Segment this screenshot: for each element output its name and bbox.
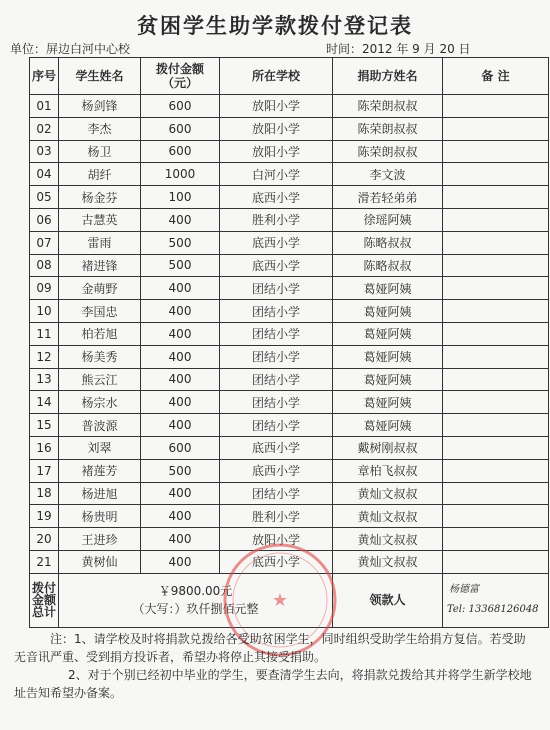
donor-name: 葛娅阿姨: [333, 368, 443, 391]
table-row: [30, 95, 549, 118]
school-name: 底西小学: [220, 186, 333, 209]
school-name: 团结小学: [220, 414, 333, 437]
row-index: 19: [30, 505, 59, 528]
table-row: [30, 414, 549, 437]
remarks: [443, 208, 549, 231]
school-name: 底西小学: [220, 459, 333, 482]
table-row: [30, 186, 549, 209]
row-index: 20: [30, 528, 59, 551]
table-row: [30, 436, 549, 459]
grant-amount: 600: [141, 95, 220, 118]
school-name: 团结小学: [220, 368, 333, 391]
grant-amount: 400: [141, 505, 220, 528]
school-name: 底西小学: [220, 550, 333, 573]
grant-amount: 400: [141, 391, 220, 414]
student-name: 古慧英: [59, 208, 141, 231]
school-name: 放阳小学: [220, 140, 333, 163]
donor-name: 戴树刚叔叔: [333, 436, 443, 459]
summary-row: [30, 573, 549, 627]
row-index: 21: [30, 550, 59, 573]
grant-amount: 400: [141, 414, 220, 437]
row-index: 18: [30, 482, 59, 505]
table-row: [30, 231, 549, 254]
school-name: 团结小学: [220, 345, 333, 368]
table-row: [30, 254, 549, 277]
date-value: 2012 年 9 月 20 日: [362, 42, 471, 56]
donor-name: 葛娅阿姨: [333, 414, 443, 437]
school-name: 底西小学: [220, 436, 333, 459]
table-row: [30, 368, 549, 391]
table-row: [30, 140, 549, 163]
grant-amount: 600: [141, 140, 220, 163]
grant-amount: 100: [141, 186, 220, 209]
student-name: 李杰: [59, 117, 141, 140]
table-row: [30, 208, 549, 231]
row-index: 02: [30, 117, 59, 140]
donor-name: 葛娅阿姨: [333, 391, 443, 414]
row-index: 07: [30, 231, 59, 254]
total-amount-cell: [59, 573, 333, 627]
remarks: [443, 436, 549, 459]
col-header-amount: 拨付金额（元）: [141, 58, 220, 95]
donor-name: 陈略叔叔: [333, 254, 443, 277]
remarks: [443, 300, 549, 323]
student-name: 胡纤: [59, 163, 141, 186]
grant-amount: 400: [141, 528, 220, 551]
col-header-index: 序号: [30, 58, 59, 95]
row-index: 14: [30, 391, 59, 414]
remarks: [443, 414, 549, 437]
handwritten-phone: Tel: 13368126048: [447, 603, 539, 615]
row-index: 08: [30, 254, 59, 277]
grant-amount: 400: [141, 300, 220, 323]
remarks: [443, 186, 549, 209]
row-index: 15: [30, 414, 59, 437]
student-name: 普波源: [59, 414, 141, 437]
col-header-student: 学生姓名: [59, 58, 141, 95]
row-index: 10: [30, 300, 59, 323]
remarks: [443, 391, 549, 414]
donor-name: 黄灿文叔叔: [333, 482, 443, 505]
col-header-school: 所在学校: [220, 58, 333, 95]
total-label: 拨付金额总计: [30, 573, 59, 627]
row-index: 13: [30, 368, 59, 391]
donor-name: 陈荣朗叔叔: [333, 117, 443, 140]
donor-name: 葛娅阿姨: [333, 277, 443, 300]
grant-amount: 600: [141, 436, 220, 459]
grant-amount: 1000: [141, 163, 220, 186]
student-name: 熊云江: [59, 368, 141, 391]
student-name: 杨金芬: [59, 186, 141, 209]
grant-amount: 400: [141, 482, 220, 505]
remarks: [443, 231, 549, 254]
grant-register-table: [29, 57, 549, 628]
row-index: 03: [30, 140, 59, 163]
unit-value: 屏边白河中心校: [46, 42, 131, 56]
donor-name: 葛娅阿姨: [333, 345, 443, 368]
student-name: 杨进旭: [59, 482, 141, 505]
school-name: 放阳小学: [220, 95, 333, 118]
table-row: [30, 482, 549, 505]
student-name: 褚莲芳: [59, 459, 141, 482]
remarks: [443, 550, 549, 573]
remarks: [443, 459, 549, 482]
donor-name: 黄灿文叔叔: [333, 505, 443, 528]
svg-text:★: ★: [271, 590, 289, 611]
donor-name: 滑若轻弟弟: [333, 186, 443, 209]
total-amount-words: （大写：）玖仟捌佰元整: [132, 602, 259, 617]
receiver-signature-cell: [443, 573, 549, 627]
donor-name: 徐瑶阿姨: [333, 208, 443, 231]
school-name: 团结小学: [220, 391, 333, 414]
table-row: [30, 459, 549, 482]
row-index: 12: [30, 345, 59, 368]
grant-amount: 600: [141, 117, 220, 140]
row-index: 09: [30, 277, 59, 300]
grant-amount: 400: [141, 368, 220, 391]
table-row: [30, 391, 549, 414]
school-name: 团结小学: [220, 322, 333, 345]
donor-name: 章柏飞叔叔: [333, 459, 443, 482]
remarks: [443, 117, 549, 140]
table-row: [30, 300, 549, 323]
donor-name: 陈荣朗叔叔: [333, 95, 443, 118]
student-name: 褚进锋: [59, 254, 141, 277]
student-name: 刘翠: [59, 436, 141, 459]
col-header-donor: 捐助方姓名: [333, 58, 443, 95]
grant-amount: 400: [141, 550, 220, 573]
table-row: [30, 505, 549, 528]
table-row: [30, 345, 549, 368]
student-name: 杨剑锋: [59, 95, 141, 118]
grant-amount: 400: [141, 322, 220, 345]
student-name: 杨卫: [59, 140, 141, 163]
row-index: 01: [30, 95, 59, 118]
remarks: [443, 277, 549, 300]
school-name: 底西小学: [220, 254, 333, 277]
student-name: 柏若旭: [59, 322, 141, 345]
remarks: [443, 368, 549, 391]
table-row: [30, 117, 549, 140]
school-name: 放阳小学: [220, 528, 333, 551]
student-name: 杨美秀: [59, 345, 141, 368]
note-1: 注：1、请学校及时将捐款兑拨给各受助贫困学生，同时组织受助学生给捐方复信。若受助无音讯严重、受到捐方投诉者，希望办将停止其接受捐助。: [14, 632, 526, 664]
remarks: [443, 528, 549, 551]
grant-amount: 500: [141, 254, 220, 277]
donor-name: 黄灿文叔叔: [333, 550, 443, 573]
school-name: 团结小学: [220, 482, 333, 505]
remarks: [443, 140, 549, 163]
table-row: [30, 163, 549, 186]
remarks: [443, 163, 549, 186]
row-index: 06: [30, 208, 59, 231]
grant-amount: 400: [141, 345, 220, 368]
col-header-remarks: 备 注: [443, 58, 549, 95]
student-name: 黄树仙: [59, 550, 141, 573]
table-row: [30, 277, 549, 300]
school-name: 团结小学: [220, 277, 333, 300]
handwritten-signature: 杨德富: [449, 583, 479, 595]
form-title: 贫困学生助学款拨付登记表: [137, 13, 413, 38]
total-amount: ￥9800.00元: [158, 584, 233, 599]
row-index: 16: [30, 436, 59, 459]
student-name: 雷雨: [59, 231, 141, 254]
donor-name: 陈略叔叔: [333, 231, 443, 254]
remarks: [443, 505, 549, 528]
table-row: [30, 322, 549, 345]
unit-info: [10, 40, 130, 57]
student-name: 杨宗水: [59, 391, 141, 414]
receiver-label: 领款人: [333, 573, 443, 627]
school-name: 团结小学: [220, 300, 333, 323]
row-index: 11: [30, 322, 59, 345]
school-name: 白河小学: [220, 163, 333, 186]
table-header-row: [30, 58, 549, 95]
school-name: 放阳小学: [220, 117, 333, 140]
remarks: [443, 482, 549, 505]
row-index: 17: [30, 459, 59, 482]
remarks: [443, 95, 549, 118]
donor-name: 陈荣朗叔叔: [333, 140, 443, 163]
remarks: [443, 345, 549, 368]
date-info: [326, 40, 471, 57]
grant-amount: 400: [141, 277, 220, 300]
row-index: 05: [30, 186, 59, 209]
student-name: 金萌野: [59, 277, 141, 300]
student-name: 李国忠: [59, 300, 141, 323]
grant-amount: 500: [141, 231, 220, 254]
grant-amount: 400: [141, 208, 220, 231]
student-name: 王进珍: [59, 528, 141, 551]
donor-name: 葛娅阿姨: [333, 322, 443, 345]
remarks: [443, 254, 549, 277]
school-name: 胜利小学: [220, 505, 333, 528]
donor-name: 葛娅阿姨: [333, 300, 443, 323]
remarks: [443, 322, 549, 345]
note-2: 2、对于个别已经初中毕业的学生，要查清学生去向，将捐款兑拨给其并将学生新学校地址告知希望办备案。: [14, 668, 532, 700]
table-row: [30, 550, 549, 573]
school-name: 胜利小学: [220, 208, 333, 231]
unit-label: 单位：: [10, 42, 47, 56]
school-name: 底西小学: [220, 231, 333, 254]
donor-name: 李文波: [333, 163, 443, 186]
row-index: 04: [30, 163, 59, 186]
table-row: [30, 528, 549, 551]
grant-amount: 500: [141, 459, 220, 482]
student-name: 杨贵明: [59, 505, 141, 528]
date-label: 时间：: [326, 42, 363, 56]
notes-section: [14, 630, 536, 702]
donor-name: 黄灿文叔叔: [333, 528, 443, 551]
